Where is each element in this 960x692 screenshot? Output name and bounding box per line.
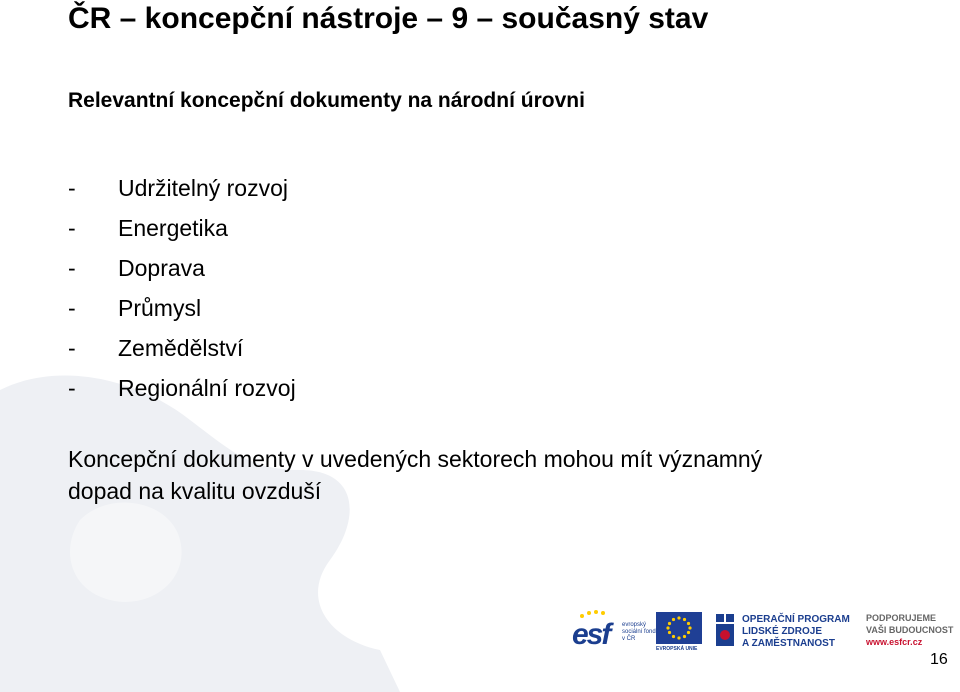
list-item: - Regionální rozvoj: [68, 368, 296, 408]
list-item-text: Doprava: [118, 255, 205, 281]
list-item: - Průmysl: [68, 288, 296, 328]
op-lzz-text: OPERAČNÍ PROGRAM LIDSKÉ ZDROJE A ZAMĚSTNANOST: [742, 614, 850, 649]
bullet-list: [68, 168, 296, 408]
op-lzz-logo: [714, 610, 860, 656]
list-item-text: Průmysl: [118, 295, 202, 321]
list-item-text: Zemědělství: [118, 335, 244, 361]
list-item-text: Udržitelný rozvoj: [118, 175, 288, 201]
slide-subtitle: Relevantní koncepční dokumenty na národní úrovni: [68, 89, 585, 112]
page-number: 16: [930, 651, 948, 668]
esf-caption: evropský sociální fond v ČR: [622, 622, 656, 642]
esf-mark: esf: [572, 618, 610, 651]
conclusion-line: Koncepční dokumenty v uvedených sektorech mohou mít významný: [68, 446, 763, 472]
list-item: - Energetika: [68, 208, 296, 248]
conclusion-paragraph: [68, 443, 928, 507]
esf-logo: [572, 608, 656, 654]
slide-title: ČR – koncepční nástroje – 9 – současný stav: [68, 2, 709, 35]
list-item: - Zemědělství: [68, 328, 296, 368]
footer-logo-strip: [572, 606, 960, 656]
esf-url-link[interactable]: www.esfcr.cz: [866, 637, 923, 647]
op-figure-icon: [714, 610, 736, 654]
list-item: - Doprava: [68, 248, 296, 288]
eu-logo: [656, 612, 704, 656]
conclusion-line: dopad na kvalitu ovzduší: [68, 478, 322, 504]
eu-label: EVROPSKÁ UNIE: [656, 646, 698, 652]
support-slogan: PODPORUJEME VAŠI BUDOUCNOST www.esfcr.cz: [866, 613, 954, 647]
list-item: - Udržitelný rozvoj: [68, 168, 296, 208]
list-item-text: Energetika: [118, 215, 228, 241]
eu-flag-icon: [656, 612, 702, 644]
list-item-text: Regionální rozvoj: [118, 375, 296, 401]
